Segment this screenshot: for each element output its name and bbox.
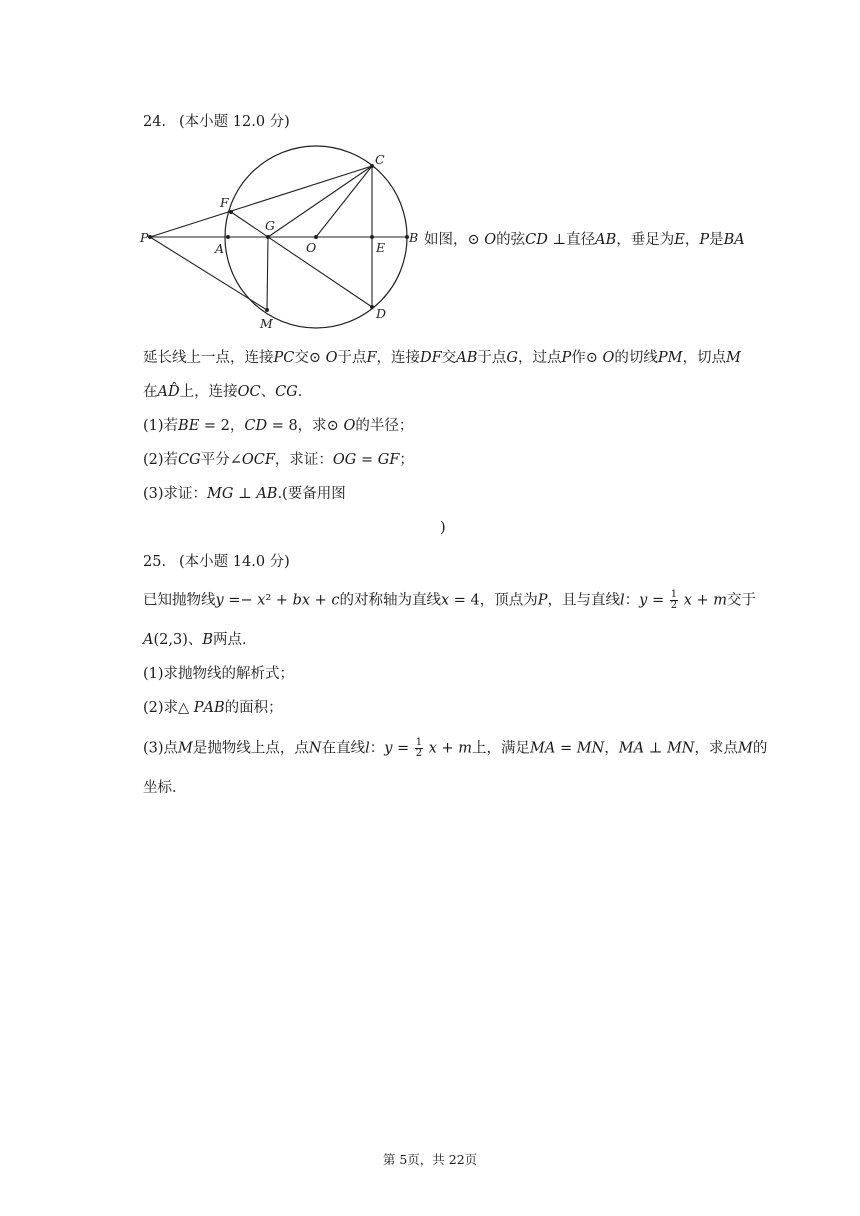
line-cg <box>268 166 372 237</box>
geometry-diagram <box>138 150 418 336</box>
point-d <box>370 305 374 309</box>
q24-part3-close: ) <box>440 520 446 536</box>
frac-numerator: 1 <box>670 589 678 600</box>
q25-score: (本小题 14.0 分) <box>179 554 290 570</box>
q25-line1 <box>143 590 756 611</box>
point-f <box>229 210 233 214</box>
point-a <box>226 235 230 239</box>
page-footer: 第 5页，共 22页 <box>382 1152 478 1167</box>
q25-part3 <box>143 738 767 759</box>
label-g: G <box>265 218 275 233</box>
q25-line1-b: 𝑥 + 𝑚交于 <box>683 592 757 609</box>
q24-line2: 延长线上一点，连接𝑃𝐶交⊙ 𝑂于点𝐹，连接𝐷𝐹交𝐴𝐵于点𝐺，过点𝑃作⊙ 𝑂的切线𝑃𝑀，切点𝑀 <box>143 350 741 366</box>
q25-part3-c: 坐标． <box>143 780 187 796</box>
q24-part3: (3)求证：𝑀𝐺 ⊥ 𝐴𝐵.(要备用图 <box>143 486 346 502</box>
q24-part1: (1)若𝐵𝐸 = 2，𝐶𝐷 = 8，求⊙ 𝑂的半径； <box>143 418 414 434</box>
frac-denominator: 2 <box>670 600 678 611</box>
line-oc <box>316 166 372 237</box>
point-c <box>370 164 374 168</box>
point-g <box>266 235 270 239</box>
line-df <box>231 212 372 307</box>
q25-part3-b: 𝑥 + 𝑚上，满足𝑀𝐴 = 𝑀𝑁，𝑀𝐴 ⊥ 𝑀𝑁，求点𝑀的 <box>428 740 768 757</box>
q24-line3: 在𝐴𝐷̂上，连接𝑂𝐶、𝐶𝐺． <box>143 384 313 400</box>
label-o: O <box>306 240 317 255</box>
frac-numerator: 1 <box>415 737 423 748</box>
q25-line2: 𝐴(2,3)、𝐵两点． <box>143 632 257 648</box>
label-c: C <box>375 152 385 167</box>
q25-part3-fraction <box>415 738 423 759</box>
label-b: B <box>409 230 419 245</box>
q25-part3-a: (3)点𝑀是抛物线上点，点𝑁在直线𝑙：𝑦 = <box>143 740 410 757</box>
point-e <box>370 235 374 239</box>
label-a: A <box>215 241 225 256</box>
label-e: E <box>376 240 386 255</box>
label-p: P <box>140 230 149 245</box>
point-m <box>265 308 269 312</box>
q24-circle-figure <box>138 150 418 336</box>
q25-number: 25. <box>143 554 167 570</box>
line-mg <box>267 237 268 310</box>
line-pm <box>150 237 267 310</box>
q24-part2: (2)若𝐶𝐺平分∠𝑂𝐶𝐹，求证：𝑂𝐺 = 𝐺𝐹； <box>143 452 414 468</box>
q24-intro: 如图，⊙ 𝑂的弦𝐶𝐷 ⊥直径𝐴𝐵，垂足为𝐸，𝑃是𝐵𝐴 <box>424 232 745 248</box>
q25-part2: (2)求△ 𝑃𝐴𝐵的面积； <box>143 700 283 716</box>
q25-line1-a: 已知抛物线𝑦 =− 𝑥² + 𝑏𝑥 + 𝑐的对称轴为直线𝑥 = 4，顶点为𝑃，且与直线𝑙：𝑦 = <box>143 592 665 609</box>
label-f: F <box>220 195 229 210</box>
label-d: D <box>376 306 387 321</box>
point-p <box>148 235 152 239</box>
q25-part1: (1)求抛物线的解析式； <box>143 666 295 682</box>
line-pc <box>150 166 372 237</box>
point-o <box>314 235 318 239</box>
q25-fraction <box>670 590 678 611</box>
q24-number: 24. <box>143 114 167 130</box>
frac-denominator: 2 <box>415 748 423 759</box>
label-m: M <box>260 316 273 331</box>
q25-header <box>143 552 290 572</box>
q24-header <box>143 112 290 132</box>
q24-score: (本小题 12.0 分) <box>179 114 290 130</box>
